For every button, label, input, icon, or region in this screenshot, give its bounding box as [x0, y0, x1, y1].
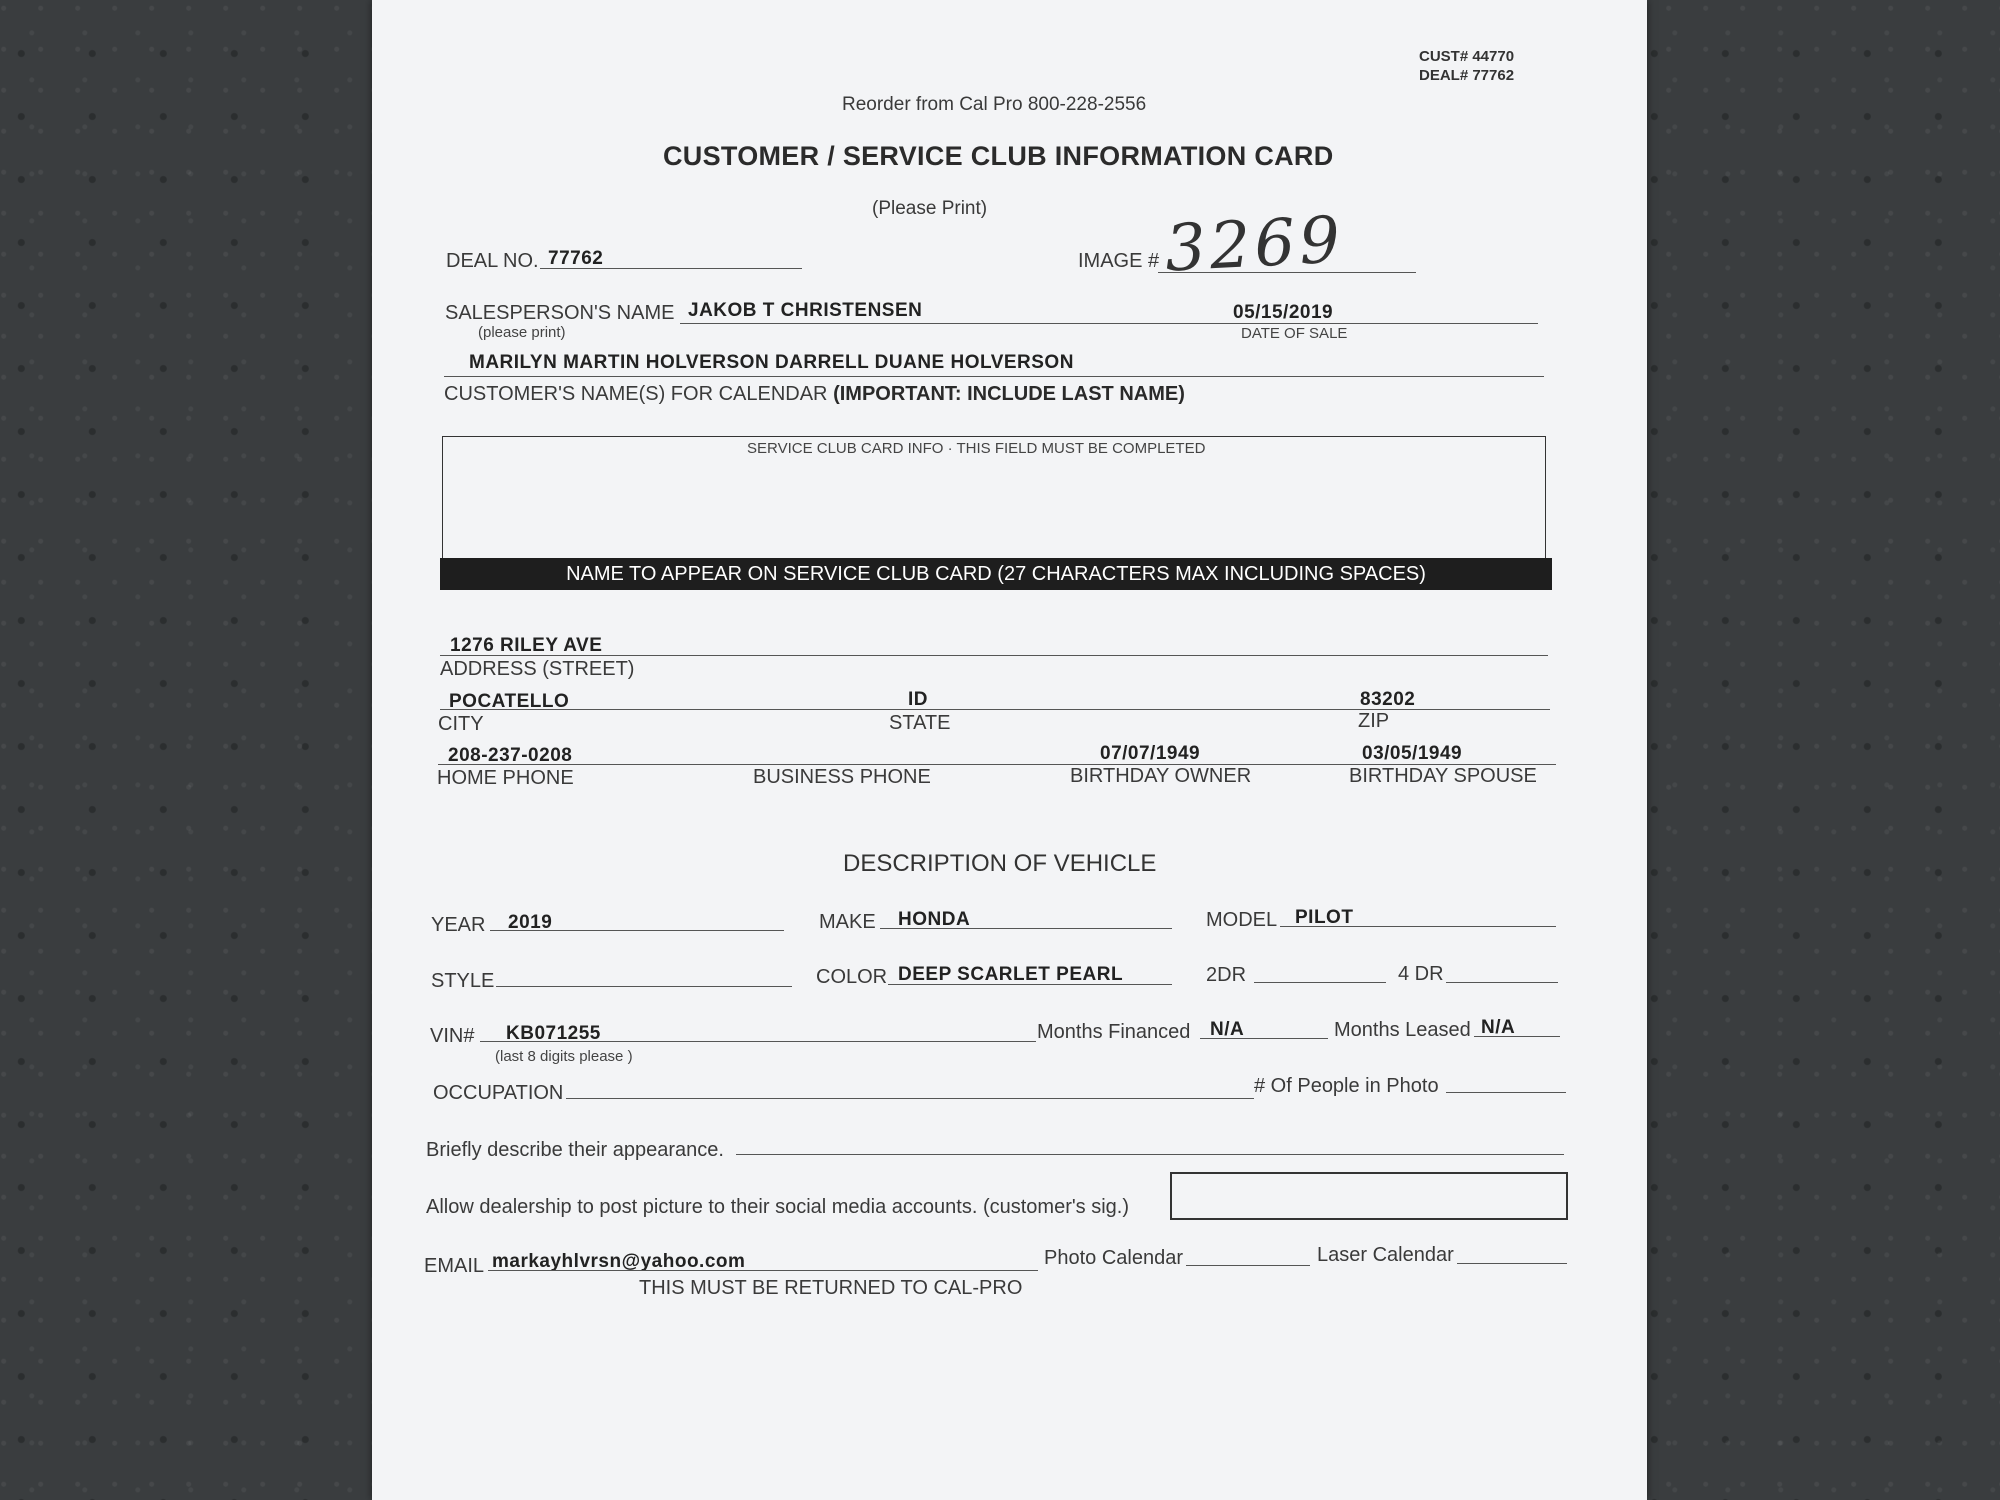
photo-calendar-label: Photo Calendar [1044, 1247, 1183, 1269]
business-phone-label: BUSINESS PHONE [753, 766, 931, 788]
months-financed-value[interactable]: N/A [1210, 1019, 1245, 1040]
reorder-note: Reorder from Cal Pro 800-228-2556 [842, 94, 1147, 115]
vin-hint: (last 8 digits please ) [495, 1048, 633, 1065]
salesperson-value[interactable]: JAKOB T CHRISTENSEN [688, 300, 923, 321]
service-club-box-label: SERVICE CLUB CARD INFO · THIS FIELD MUST BE COMPLETED [747, 440, 1206, 457]
customer-names-value[interactable]: MARILYN MARTIN HOLVERSON DARRELL DUANE HOLVERSON [469, 352, 1074, 373]
zip-label: ZIP [1358, 710, 1390, 732]
occupation-line[interactable] [566, 1098, 1254, 1099]
year-label: YEAR [431, 914, 486, 936]
appearance-line[interactable] [736, 1154, 1564, 1155]
social-media-consent-label: Allow dealership to post picture to their social media accounts. (customer's sig.) [426, 1196, 1130, 1218]
birthday-owner-label: BIRTHDAY OWNER [1070, 765, 1252, 787]
city-label: CITY [438, 713, 484, 735]
image-no-line [1158, 272, 1416, 273]
street-line [440, 655, 1548, 656]
salesperson-line [680, 323, 1538, 324]
email-value[interactable]: markayhlvrsn@yahoo.com [492, 1251, 746, 1272]
appearance-label: Briefly describe their appearance. [426, 1139, 724, 1161]
email-line [488, 1270, 1038, 1271]
email-label: EMAIL [424, 1255, 485, 1277]
deal-number-corner: DEAL# 77762 [1419, 67, 1515, 84]
image-no-handwritten[interactable]: 3269 [1163, 203, 1346, 287]
please-print-note: (Please Print) [872, 198, 988, 219]
customer-names-line [444, 376, 1544, 377]
birthday-owner-value[interactable]: 07/07/1949 [1100, 743, 1201, 764]
make-line [880, 928, 1172, 929]
color-line [888, 984, 1172, 985]
deal-no-line [540, 268, 802, 269]
street-value[interactable]: 1276 RILEY AVE [450, 635, 603, 656]
state-label: STATE [889, 712, 951, 734]
image-no-label: IMAGE # [1078, 250, 1160, 272]
make-label: MAKE [819, 911, 876, 933]
zip-value[interactable]: 83202 [1360, 689, 1416, 710]
laser-calendar-line[interactable] [1457, 1263, 1567, 1264]
home-phone-value[interactable]: 208-237-0208 [448, 745, 573, 766]
date-of-sale-label: DATE OF SALE [1241, 325, 1348, 342]
model-label: MODEL [1206, 909, 1278, 931]
vin-label: VIN# [430, 1025, 475, 1047]
home-phone-label: HOME PHONE [437, 767, 574, 789]
people-in-photo-label: # Of People in Photo [1254, 1075, 1439, 1097]
return-note: THIS MUST BE RETURNED TO CAL-PRO [639, 1277, 1023, 1299]
four-door-line[interactable] [1446, 982, 1558, 983]
street-label: ADDRESS (STREET) [440, 658, 635, 680]
vin-line [480, 1041, 1036, 1042]
two-door-line[interactable] [1254, 982, 1386, 983]
customer-names-label: CUSTOMER'S NAME(S) FOR CALENDAR (IMPORTANT: INCLUDE LAST NAME) [444, 383, 1185, 405]
people-in-photo-line[interactable] [1446, 1092, 1566, 1093]
style-line[interactable] [496, 986, 792, 987]
deal-no-label: DEAL NO. [446, 250, 539, 272]
salesperson-hint: (please print) [478, 324, 566, 341]
months-leased-label: Months Leased [1334, 1019, 1471, 1041]
form-title: CUSTOMER / SERVICE CLUB INFORMATION CARD [663, 141, 1334, 171]
birthday-spouse-label: BIRTHDAY SPOUSE [1349, 765, 1537, 787]
style-label: STYLE [431, 970, 495, 992]
state-value[interactable]: ID [908, 689, 928, 710]
months-financed-line [1200, 1038, 1328, 1039]
occupation-label: OCCUPATION [433, 1082, 564, 1104]
four-door-label: 4 DR [1398, 963, 1444, 985]
city-value[interactable]: POCATELLO [449, 691, 570, 712]
color-value[interactable]: DEEP SCARLET PEARL [898, 964, 1124, 985]
model-value[interactable]: PILOT [1295, 907, 1354, 928]
year-value[interactable]: 2019 [508, 912, 553, 933]
photo-calendar-line[interactable] [1186, 1265, 1310, 1266]
vehicle-section-title: DESCRIPTION OF VEHICLE [843, 850, 1157, 877]
months-leased-value[interactable]: N/A [1481, 1017, 1516, 1038]
months-financed-label: Months Financed [1037, 1021, 1191, 1043]
make-value[interactable]: HONDA [898, 909, 971, 930]
model-line [1280, 926, 1556, 927]
date-of-sale-value[interactable]: 05/15/2019 [1233, 302, 1334, 323]
salesperson-label: SALESPERSON'S NAME [445, 302, 675, 324]
year-line [490, 930, 784, 931]
birthday-spouse-value[interactable]: 03/05/1949 [1362, 743, 1463, 764]
months-leased-line [1474, 1036, 1560, 1037]
customer-number: CUST# 44770 [1419, 48, 1515, 65]
laser-calendar-label: Laser Calendar [1317, 1244, 1454, 1266]
service-club-name-bar: NAME TO APPEAR ON SERVICE CLUB CARD (27 CHARACTERS MAX INCLUDING SPACES) [440, 558, 1552, 590]
vin-value[interactable]: KB071255 [506, 1023, 601, 1044]
deal-no-value[interactable]: 77762 [548, 248, 604, 269]
color-label: COLOR [816, 966, 888, 988]
customer-signature-box[interactable] [1170, 1172, 1568, 1220]
two-door-label: 2DR [1206, 964, 1247, 986]
